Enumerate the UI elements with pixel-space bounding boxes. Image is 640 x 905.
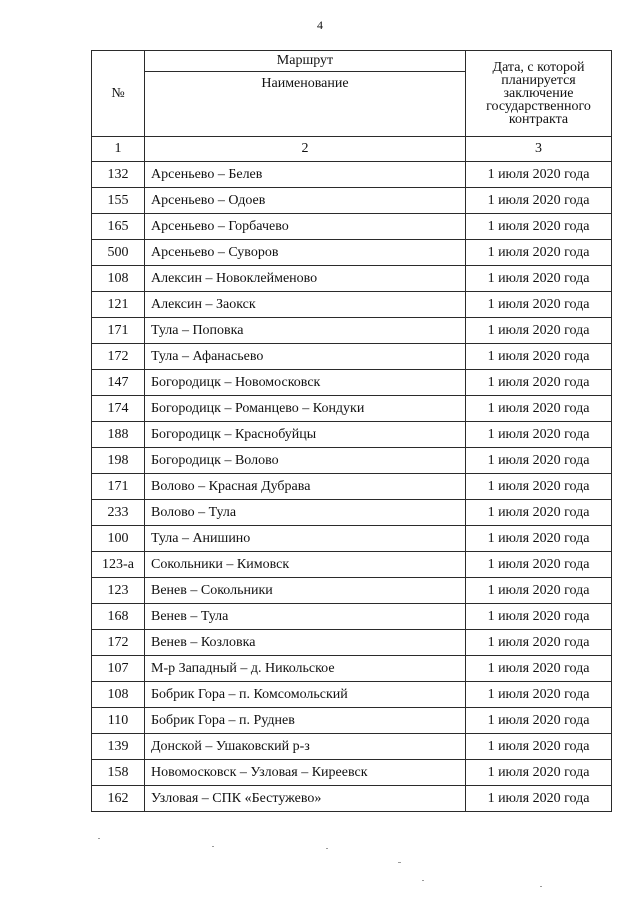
contract-date: 1 июля 2020 года (466, 448, 612, 474)
route-number: 165 (92, 214, 145, 240)
table-row (92, 396, 612, 422)
route-number: 123 (92, 578, 145, 604)
scan-speck (98, 838, 100, 839)
table-row (92, 708, 612, 734)
route-number: 172 (92, 344, 145, 370)
contract-date: 1 июля 2020 года (466, 422, 612, 448)
table-row (92, 422, 612, 448)
route-number: 168 (92, 604, 145, 630)
route-name: Сокольники – Кимовск (145, 552, 466, 578)
route-name: Венев – Тула (145, 604, 466, 630)
header-date-line: планируется (501, 73, 576, 88)
contract-date: 1 июля 2020 года (466, 214, 612, 240)
scan-speck (326, 848, 328, 849)
table-row (92, 344, 612, 370)
route-number: 147 (92, 370, 145, 396)
route-name: Венев – Сокольники (145, 578, 466, 604)
route-number: 132 (92, 162, 145, 188)
table-row (92, 786, 612, 812)
route-number: 172 (92, 630, 145, 656)
route-name: Тула – Афанасьево (145, 344, 466, 370)
table-row (92, 240, 612, 266)
table-row (92, 604, 612, 630)
route-number: 107 (92, 656, 145, 682)
header-number: № (92, 51, 145, 137)
table-row (92, 760, 612, 786)
route-name: Богородицк – Краснобуйцы (145, 422, 466, 448)
contract-date: 1 июля 2020 года (466, 240, 612, 266)
route-name: Тула – Анишино (145, 526, 466, 552)
contract-date: 1 июля 2020 года (466, 318, 612, 344)
page-number: 4 (317, 18, 323, 32)
route-number: 174 (92, 396, 145, 422)
header-name: Наименование (145, 72, 466, 137)
contract-date: 1 июля 2020 года (466, 734, 612, 760)
contract-date: 1 июля 2020 года (466, 682, 612, 708)
route-name: Волово – Красная Дубрава (145, 474, 466, 500)
table-row (92, 370, 612, 396)
contract-date: 1 июля 2020 года (466, 656, 612, 682)
route-number: 188 (92, 422, 145, 448)
route-number: 198 (92, 448, 145, 474)
scan-speck (540, 886, 542, 887)
contract-date: 1 июля 2020 года (466, 552, 612, 578)
route-name: Арсеньево – Суворов (145, 240, 466, 266)
route-name: Алексин – Новоклейменово (145, 266, 466, 292)
route-name: Богородицк – Новомосковск (145, 370, 466, 396)
route-number: 158 (92, 760, 145, 786)
scan-speck (422, 880, 424, 881)
scan-speck (212, 846, 214, 847)
header-route: Маршрут (145, 51, 466, 72)
header-date-line: заключение (503, 86, 574, 101)
contract-date: 1 июля 2020 года (466, 526, 612, 552)
route-name: Тула – Поповка (145, 318, 466, 344)
contract-date: 1 июля 2020 года (466, 630, 612, 656)
table-row (92, 266, 612, 292)
route-number: 171 (92, 474, 145, 500)
routes-table (91, 50, 612, 812)
route-name: Волово – Тула (145, 500, 466, 526)
contract-date: 1 июля 2020 года (466, 578, 612, 604)
route-name: Арсеньево – Одоев (145, 188, 466, 214)
table-row (92, 682, 612, 708)
contract-date: 1 июля 2020 года (466, 162, 612, 188)
route-name: Богородицк – Романцево – Кондуки (145, 396, 466, 422)
header-date (466, 51, 612, 137)
contract-date: 1 июля 2020 года (466, 760, 612, 786)
contract-date: 1 июля 2020 года (466, 188, 612, 214)
contract-date: 1 июля 2020 года (466, 266, 612, 292)
route-name: Бобрик Гора – п. Руднев (145, 708, 466, 734)
route-name: Арсеньево – Белев (145, 162, 466, 188)
table-row (92, 448, 612, 474)
column-index-row (92, 137, 612, 162)
table-body (92, 162, 612, 812)
table-row (92, 578, 612, 604)
contract-date: 1 июля 2020 года (466, 292, 612, 318)
table-row (92, 162, 612, 188)
route-number: 110 (92, 708, 145, 734)
header-date-line: Дата, с которой (492, 60, 585, 75)
table-row (92, 656, 612, 682)
route-name: Бобрик Гора – п. Комсомольский (145, 682, 466, 708)
route-number: 155 (92, 188, 145, 214)
table-row (92, 552, 612, 578)
contract-date: 1 июля 2020 года (466, 370, 612, 396)
route-number: 108 (92, 682, 145, 708)
table-row (92, 500, 612, 526)
contract-date: 1 июля 2020 года (466, 786, 612, 812)
table-row (92, 214, 612, 240)
table-header (92, 51, 612, 162)
route-number: 233 (92, 500, 145, 526)
route-name: Богородицк – Волово (145, 448, 466, 474)
contract-date: 1 июля 2020 года (466, 604, 612, 630)
route-name: Новомосковск – Узловая – Киреевск (145, 760, 466, 786)
route-number: 108 (92, 266, 145, 292)
route-number: 171 (92, 318, 145, 344)
column-index: 1 (92, 137, 145, 162)
header-date-line: государственного (486, 99, 591, 114)
table-row (92, 630, 612, 656)
route-name: М-р Западный – д. Никольское (145, 656, 466, 682)
column-index: 3 (466, 137, 612, 162)
table-row (92, 734, 612, 760)
route-number: 123-а (92, 552, 145, 578)
route-number: 121 (92, 292, 145, 318)
table-row (92, 318, 612, 344)
scan-speck (398, 862, 401, 863)
route-name: Арсеньево – Горбачево (145, 214, 466, 240)
route-name: Венев – Козловка (145, 630, 466, 656)
table-row (92, 474, 612, 500)
route-name: Узловая – СПК «Бестужево» (145, 786, 466, 812)
route-number: 100 (92, 526, 145, 552)
contract-date: 1 июля 2020 года (466, 396, 612, 422)
route-number: 500 (92, 240, 145, 266)
table-row (92, 292, 612, 318)
route-name: Алексин – Заокск (145, 292, 466, 318)
contract-date: 1 июля 2020 года (466, 500, 612, 526)
contract-date: 1 июля 2020 года (466, 708, 612, 734)
contract-date: 1 июля 2020 года (466, 344, 612, 370)
column-index: 2 (145, 137, 466, 162)
route-number: 162 (92, 786, 145, 812)
header-date-line: контракта (508, 112, 569, 127)
route-number: 139 (92, 734, 145, 760)
route-name: Донской – Ушаковский р-з (145, 734, 466, 760)
contract-date: 1 июля 2020 года (466, 474, 612, 500)
table-row (92, 188, 612, 214)
table-row (92, 526, 612, 552)
